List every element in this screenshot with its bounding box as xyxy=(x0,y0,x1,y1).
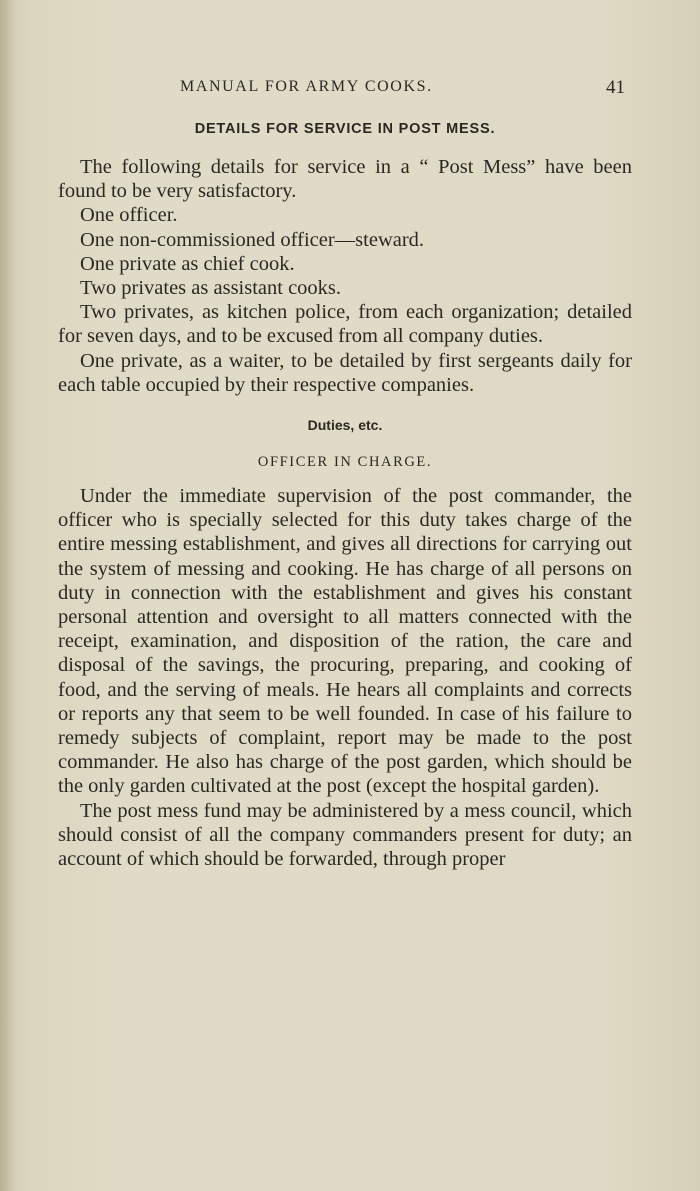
book-gutter xyxy=(0,0,14,1191)
section-heading: DETAILS FOR SERVICE IN POST MESS. xyxy=(194,121,496,137)
body-paragraph: Under the immediate supervision of the post commander, the officer who is specially selected for this duty takes charge of the entire messing establishment, and gives all directions for carrying out the system of messing and cooking. He has charge of all persons on duty in connection with the establishment and gives his constant personal attention and oversight to all matters connected with the receipt, examination, and disposition of the ration, the care and disposal of the savings, the procuring, preparing, and cooking of food, and the serving of meals. He hears all complaints and corrects or reports any that seem to be well founded. In case of his failure to remedy subjects of complaint, report may be made to the post commander. He also has charge of the post garden, which should be the only garden cultivated at the post (except the hospital garden). xyxy=(58,485,632,798)
duties-heading: Duties, etc. xyxy=(307,417,383,434)
running-title: MANUAL FOR ARMY COOKS. xyxy=(180,78,433,95)
detail-item: One private, as a waiter, to be detailed by first sergeants daily for each table occupied by their respective companies. xyxy=(58,349,632,396)
page-header xyxy=(0,78,700,102)
detail-item: One non-commissioned officer—steward. xyxy=(80,228,425,251)
page-number: 41 xyxy=(606,77,625,98)
page-body xyxy=(58,114,632,871)
detail-item: One private as chief cook. xyxy=(80,252,295,275)
intro-paragraph: The following details for service in a “ Post Mess” have been found to be very satisfactory. xyxy=(58,156,632,203)
detail-item: Two privates as assistant cooks. xyxy=(80,277,342,300)
detail-item: One officer. xyxy=(80,204,178,227)
officer-heading: OFFICER IN CHARGE. xyxy=(257,454,433,471)
body-paragraph: The post mess fund may be administered by a mess council, which should consist of all the company commanders present for duty; an account of which should be forwarded, through proper xyxy=(58,799,632,871)
detail-item: Two privates, as kitchen police, from each organization; detailed for seven days, and to be excused from all company duties. xyxy=(58,301,632,348)
